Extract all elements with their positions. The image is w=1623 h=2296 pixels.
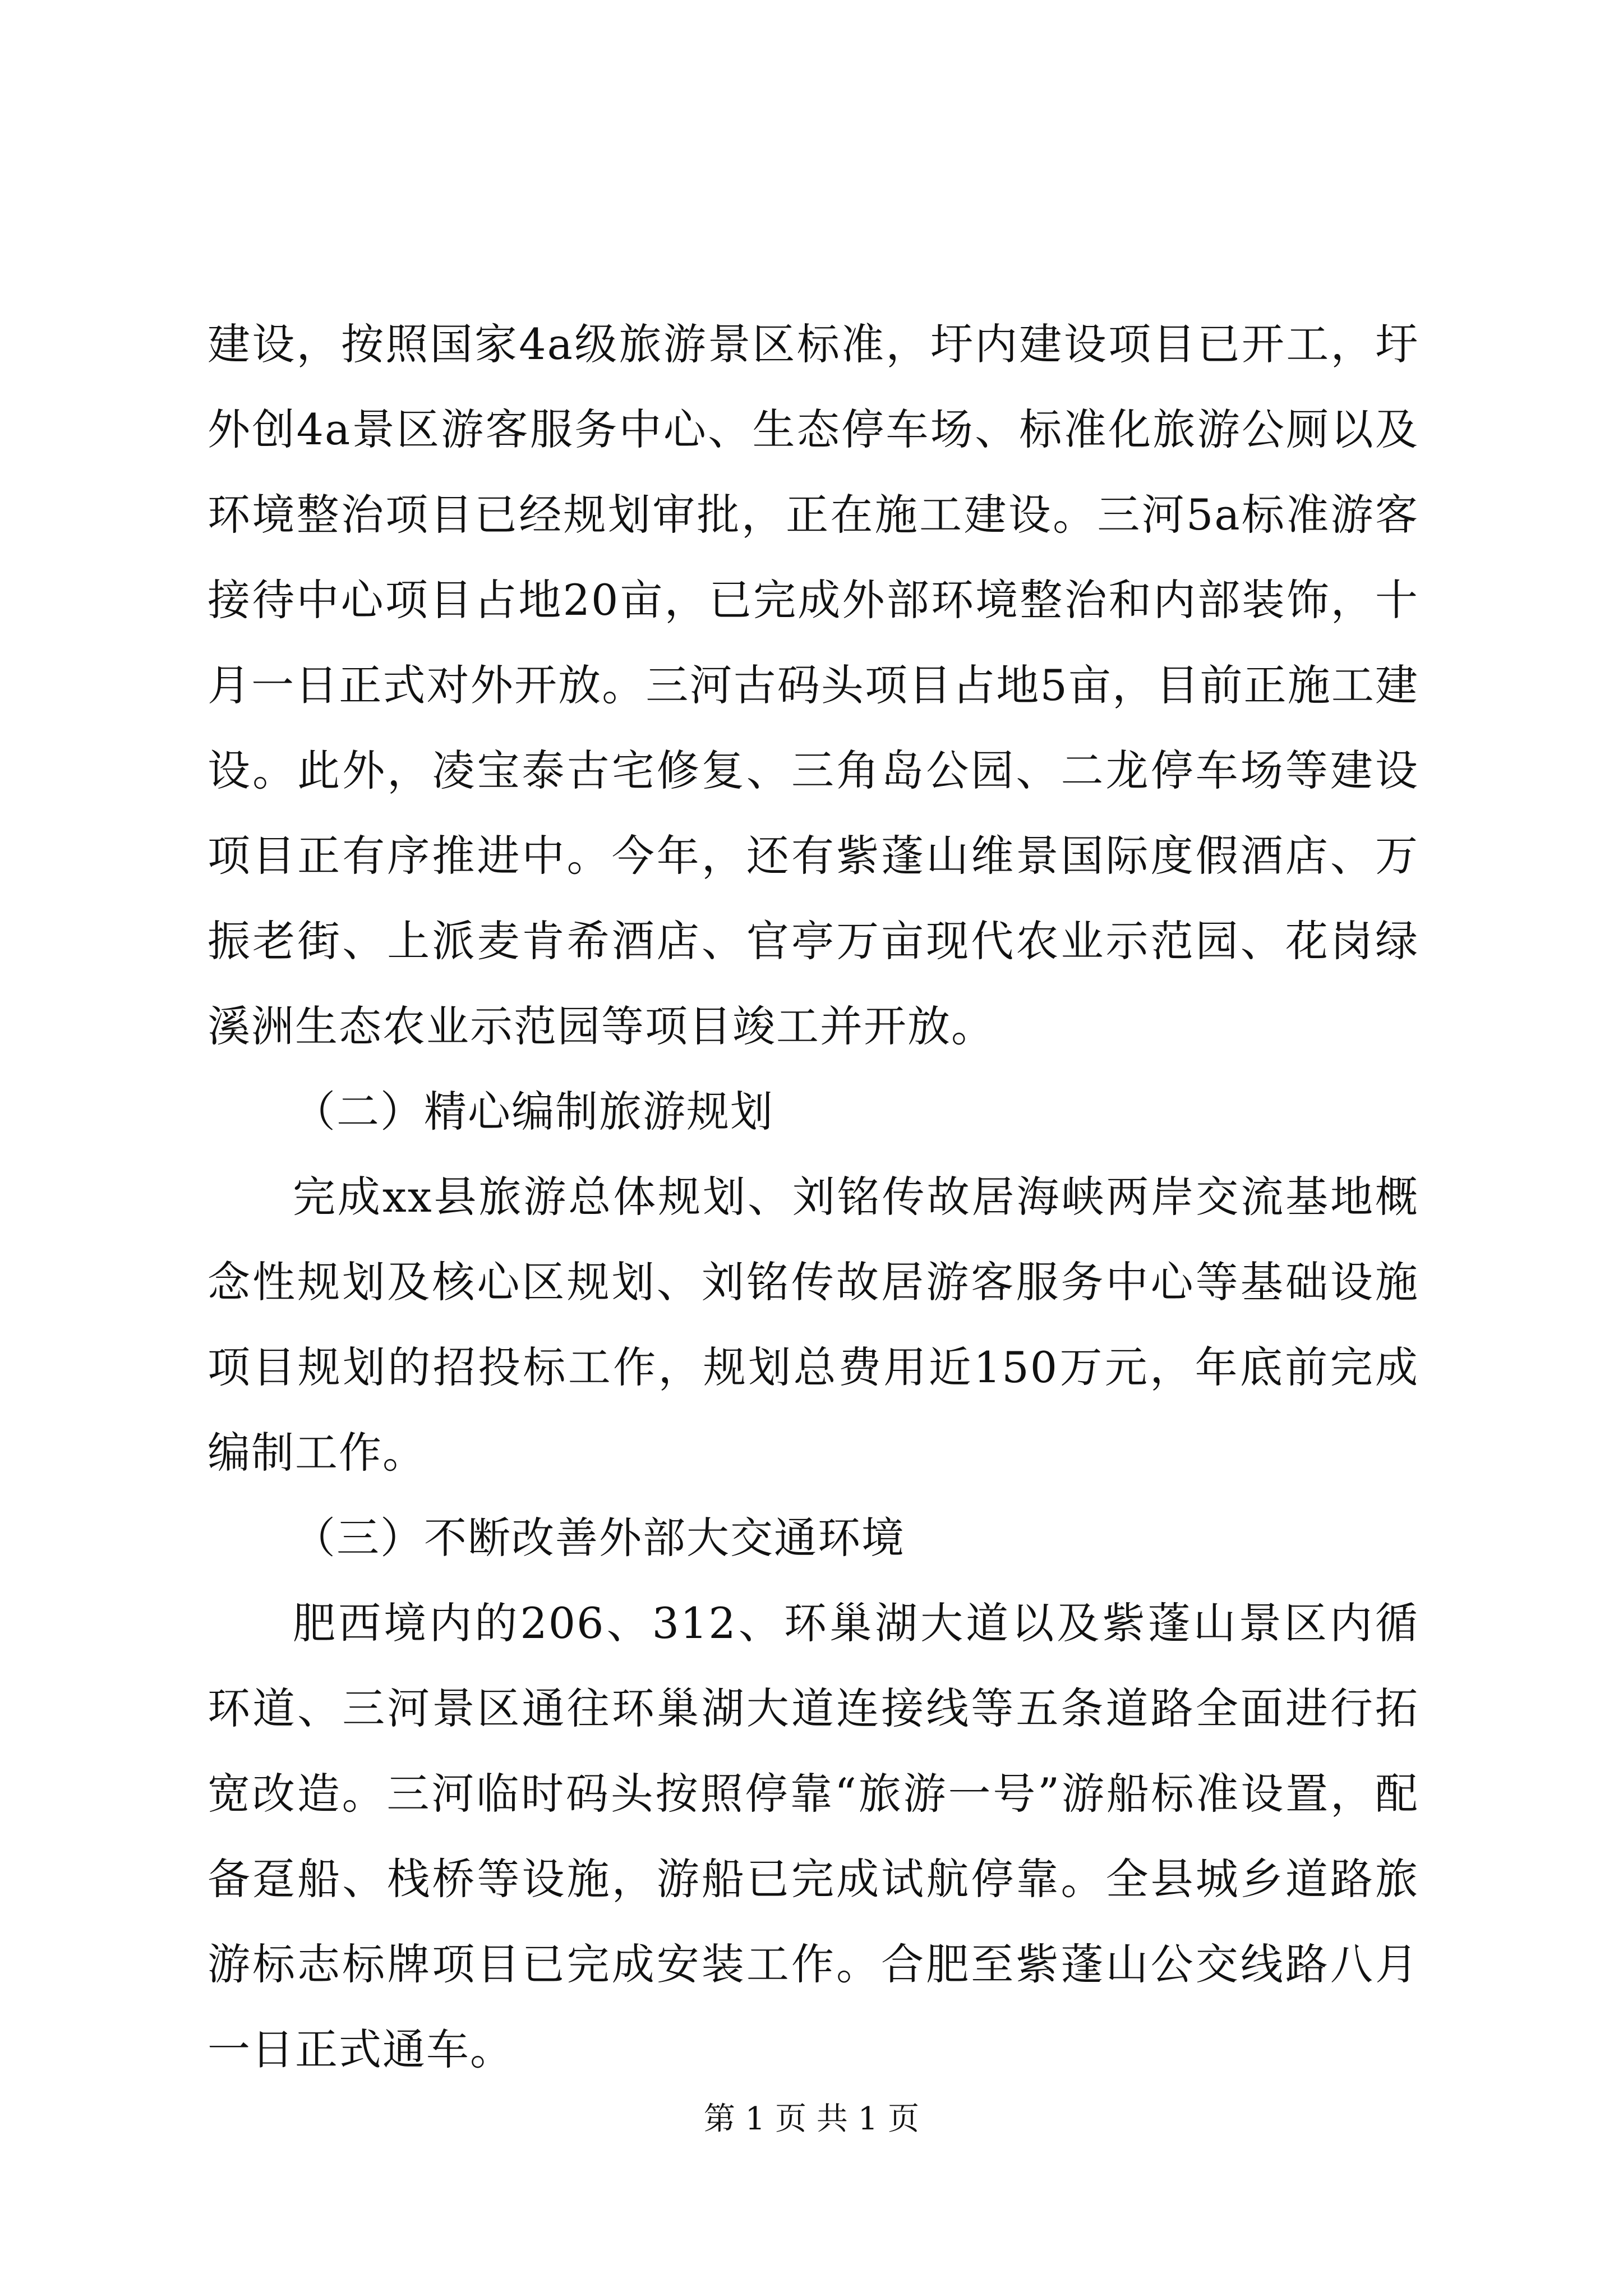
section-heading-3: （三）不断改善外部大交通环境 <box>293 1513 905 1563</box>
section-heading-2: （二）精心编制旅游规划 <box>293 1087 774 1137</box>
page-footer: 第 1 页 共 1 页 <box>703 2101 920 2137</box>
paragraph-transport: 肥西境内的206、312、环巢湖大道以及紫蓬山景区内循环道、三河景区通往环巢湖大道连接线等五条道路全面进行拓宽改造。三河临时码头按照停靠“旅游一号”游船标准设置，配备趸船、栈桥等设施，游船已完成试航停靠。全县城乡道路旅游标志标牌项目已完成安装工作。合肥至紫蓬山公交线路八月一日正式通车。 <box>208 1598 1419 2074</box>
paragraph-continued: 建设，按照国家4a级旅游景区标准，圩内建设项目已开工，圩外创4a景区游客服务中心、生态停车场、标准化旅游公厕以及环境整治项目已经规划审批，正在施工建设。三河5a标准游客接待中心项目占地20亩，已完成外部环境整治和内部装饰，十月一日正式对外开放。三河古码头项目占地5亩，目前正施工建设。此外，凌宝泰古宅修复、三角岛公园、二龙停车场等建设项目正有序推进中。今年，还有紫蓬山维景国际度假酒店、万振老街、上派麦肯希酒店、官亭万亩现代农业示范园、花岗绿溪洲生态农业示范园等项目竣工并开放。 <box>208 319 1419 1051</box>
document-body <box>208 302 1419 2092</box>
paragraph-planning: 完成xx县旅游总体规划、刘铭传故居海峡两岸交流基地概念性规划及核心区规划、刘铭传故居游客服务中心等基础设施项目规划的招投标工作，规划总费用近150万元，年底前完成编制工作。 <box>208 1172 1419 1478</box>
